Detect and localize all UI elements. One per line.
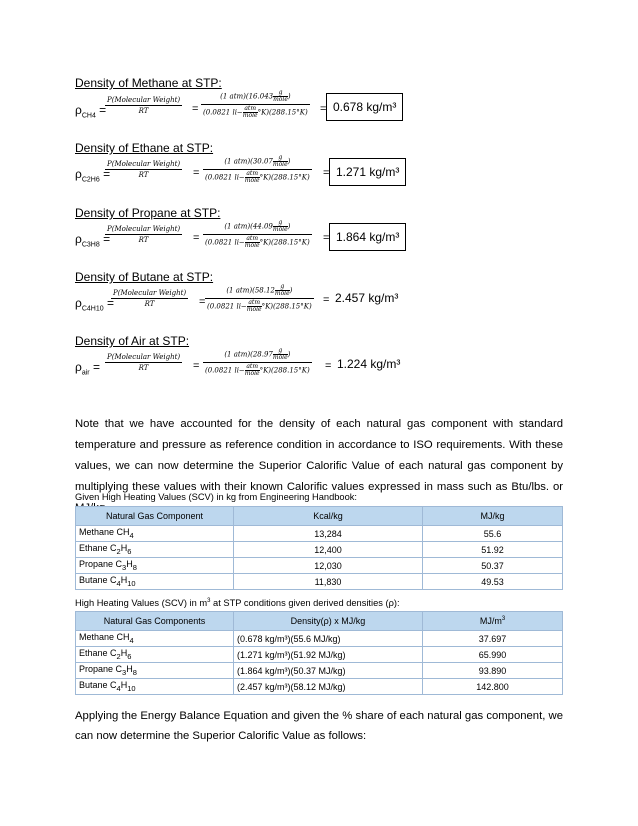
column-header: Kcal/kg <box>234 507 423 526</box>
formula-fraction: P(Molecular Weight) RT <box>113 289 187 308</box>
rho-symbol: $\rho_{C2H6}$ = <box>75 167 111 184</box>
result-butane: 2.457 kg/m³ <box>335 291 399 305</box>
result-air: 1.224 kg/m³ <box>337 357 401 371</box>
table-row: Ethane $C_2H_6$ (1.271 kg/m³)(51.92 MJ/kg) 65.990 <box>76 647 563 663</box>
numeric-fraction: (1 atm)(30.07 g mole ) (0.0821 li− atm mole °K)(288.15°K) <box>205 154 310 184</box>
column-header: Natural Gas Component <box>76 507 234 526</box>
numeric-fraction: (1 atm)(28.97 g mole ) (0.0821 li− atm mole °K)(288.15°K) <box>205 347 310 377</box>
formula-fraction: P(Molecular Weight) RT <box>107 160 181 179</box>
table-row: Methane $CH_4$ (0.678 kg/m³)(55.6 MJ/kg) 37.697 <box>76 631 563 647</box>
rho-symbol: $\rho_{C4H10}$ = <box>75 296 114 313</box>
heading-methane: Density of Methane at STP: <box>75 76 222 90</box>
table-heating-values-m3 <box>75 611 563 695</box>
equation-air: $\rho_{air}$ = P(Molecular Weight) RT = (1 atm)(28.97 g mole ) (0.0821 li− atm mole °K)(288.15°K) = 1.224 kg/m³ <box>75 348 575 394</box>
heading-butane: Density of Butane at STP: <box>75 270 214 284</box>
column-header: MJ/kg <box>423 507 563 526</box>
table2-caption: High Heating Values (SCV) in $m^3$ at STP conditions given derived densities (ρ): <box>75 598 400 609</box>
column-header: Natural Gas Components <box>76 612 234 631</box>
rho-symbol: $\rho_{C3H8}$ = <box>75 232 111 249</box>
heading-ethane: Density of Ethane at STP: <box>75 141 214 155</box>
numeric-fraction: (1 atm)(44.09 g mole ) (0.0821 li− atm mole °K)(288.15°K) <box>205 219 310 249</box>
table1-caption: Given High Heating Values (SCV) in kg from Engineering Handbook: <box>75 492 357 502</box>
rho-symbol: $\rho_{CH4}$ = <box>75 103 107 120</box>
table-row: Methane $CH_4$ 13,284 55.6 <box>76 526 563 542</box>
result-methane: 0.678 kg/m³ <box>326 93 403 121</box>
formula-fraction: P(Molecular Weight) RT <box>107 225 181 244</box>
table-heating-values-kg <box>75 506 563 590</box>
table-row: Butane $C_4H_{10}$ (2.457 kg/m³)(58.12 MJ/kg) 142.800 <box>76 679 563 695</box>
equation-butane: $\rho_{C4H10}$ = P(Molecular Weight) RT = (1 atm)(58.12 g mole ) (0.0821 li− atm mole °K)(288.15°K) = 2.457 kg/m³ <box>75 284 575 330</box>
equation-propane: $\rho_{C3H8}$ = P(Molecular Weight) RT = (1 atm)(44.09 g mole ) (0.0821 li− atm mole °K)(288.15°K) = 1.864 kg/m³ <box>75 220 575 266</box>
table-row: Propane $C_3H_8$ 12,030 50.37 <box>76 558 563 574</box>
numeric-fraction: (1 atm)(16.043 g mole ) (0.0821 li− atm mole °K)(288.15°K) <box>203 89 308 119</box>
heading-air: Density of Air at STP: <box>75 334 190 348</box>
final-paragraph: Applying the Energy Balance Equation and given the % share of each natural gas component, we can now determine the Superior Calorific Value as follows: <box>75 710 563 742</box>
equation-methane: $\rho_{CH4}$ = P(Molecular Weight) RT = (1 atm)(16.043 g mole ) (0.0821 li− atm mole °K)(288.15°K) = 0.678 kg/m³ <box>75 90 575 136</box>
equation-ethane: $\rho_{C2H6}$ = P(Molecular Weight) RT = (1 atm)(30.07 g mole ) (0.0821 li− atm mole °K)(288.15°K) = 1.271 kg/m³ <box>75 155 575 201</box>
formula-fraction: P(Molecular Weight) RT <box>107 96 181 115</box>
result-ethane: 1.271 kg/m³ <box>329 158 406 186</box>
heading-propane: Density of Propane at STP: <box>75 206 221 220</box>
table-row: Propane $C_3H_8$ (1.864 kg/m³)(50.37 MJ/kg) 93.890 <box>76 663 563 679</box>
formula-fraction: P(Molecular Weight) RT <box>107 353 181 372</box>
table-row: Ethane $C_2H_6$ 12,400 51.92 <box>76 542 563 558</box>
note-paragraph: Note that we have accounted for the density of each natural gas component with standard temperature and pressure as reference condition in accordance to ISO requirements. With these values, we can now determine the Superior Calorific Value of each natural gas component by multiplying these values with their known Calorific values expressed in mass such as Btu/lbs. or <box>75 418 563 493</box>
table-row: Butane $C_4H_{10}$ 11,830 49.53 <box>76 574 563 590</box>
numeric-fraction: (1 atm)(58.12 g mole ) (0.0821 li− atm mole °K)(288.15°K) <box>207 283 312 313</box>
column-header: $MJ/m^3$ <box>423 612 563 631</box>
rho-symbol: $\rho_{air}$ = <box>75 360 100 377</box>
column-header: Density(ρ) x MJ/kg <box>234 612 423 631</box>
result-propane: 1.864 kg/m³ <box>329 223 406 251</box>
